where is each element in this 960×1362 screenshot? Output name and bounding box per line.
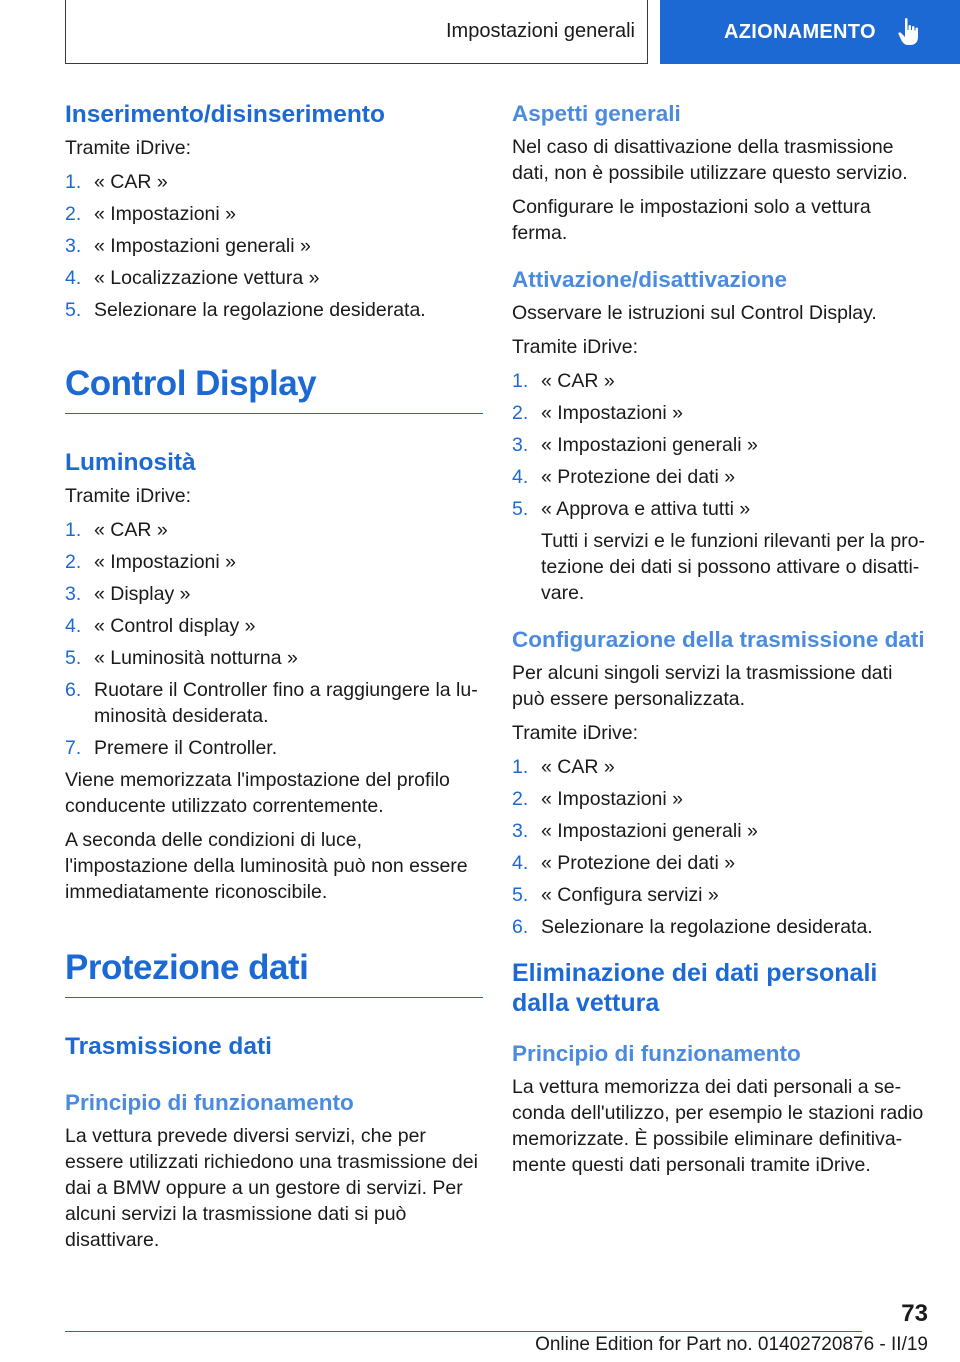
paragraph-disattivazione: Nel caso di disattivazione della trasmissione dati, non è possibile utilizzare questo servizio. [512, 136, 908, 184]
list-item: 6. Ruotare il Controller fino a raggiungere la lu-minosità desiderata. [65, 679, 478, 727]
steps-inserimento [65, 169, 483, 323]
list-item: 2. « Impostazioni » [512, 402, 683, 424]
footer-edition: Online Edition for Part no. 01402720876 - II/19 [535, 1334, 928, 1355]
heading-control-display: Control Display [65, 363, 483, 414]
heading-trasmissione-dati: Trasmissione dati [65, 1033, 272, 1060]
list-item: 7. Premere il Controller. [65, 737, 278, 759]
intro-idrive: Tramite iDrive: [512, 336, 639, 358]
heading-principio-funzionamento: Principio di funzionamento [512, 1041, 801, 1066]
header-section-tab [65, 0, 648, 64]
list-item: 1. « CAR » [512, 756, 615, 778]
paragraph-istruzioni: Osservare le istruzioni sul Control Display. [512, 302, 877, 324]
list-item: 2. « Impostazioni » [512, 788, 683, 810]
header-chapter-title: AZIONAMENTO [724, 20, 876, 43]
list-item: 4. « Protezione dei dati » [512, 466, 736, 488]
intro-idrive: Tramite iDrive: [65, 137, 192, 159]
list-item: 3. « Impostazioni generali » [512, 820, 758, 842]
paragraph-note-privacy: Tutti i servizi e le funzioni rilevanti per la pro-tezione dei dati si possono attivare o disatti-vare. [541, 530, 926, 604]
steps-attivazione [512, 368, 930, 522]
list-item: 2. « Impostazioni » [65, 203, 236, 225]
page-number: 73 [901, 1300, 928, 1327]
hand-pointer-icon [898, 17, 922, 47]
list-item: 3. « Impostazioni generali » [65, 235, 311, 257]
list-item: 5. « Luminosità notturna » [65, 647, 298, 669]
heading-aspetti-generali: Aspetti generali [512, 101, 681, 126]
steps-luminosita [65, 517, 483, 761]
list-item: 4. « Control display » [65, 615, 256, 637]
footer-divider [65, 1331, 862, 1332]
heading-attivazione: Attivazione/disattivazione [512, 267, 788, 292]
list-item: 4. « Protezione dei dati » [512, 852, 736, 874]
heading-inserimento: Inserimento/disinserimento [65, 101, 385, 128]
paragraph-condizioni-luce: A seconda delle condizioni di luce, l'impostazione della luminosità può non essere immediatamente riconoscibile. [65, 829, 468, 903]
paragraph-vettura-ferma: Configurare le impostazioni solo a vettura ferma. [512, 196, 871, 244]
list-item: 2. « Impostazioni » [65, 551, 236, 573]
list-item: 3. « Display » [65, 583, 191, 605]
heading-eliminazione: Eliminazione dei dati personali dalla vettura [512, 959, 878, 1017]
heading-protezione-dati: Protezione dati [65, 947, 483, 998]
list-item: 1. « CAR » [512, 370, 615, 392]
right-column [512, 100, 930, 1186]
list-item: 5. Selezionare la regolazione desiderata. [65, 299, 426, 321]
heading-luminosita: Luminosità [65, 449, 196, 476]
list-item: 1. « CAR » [65, 171, 168, 193]
heading-principio-funzionamento: Principio di funzionamento [65, 1090, 354, 1115]
left-column [65, 100, 483, 1261]
list-item: 1. « CAR » [65, 519, 168, 541]
list-item: 3. « Impostazioni generali » [512, 434, 758, 456]
steps-configurazione [512, 754, 930, 940]
list-item: 5. « Approva e attiva tutti » [512, 498, 751, 520]
intro-idrive: Tramite iDrive: [512, 722, 639, 744]
heading-configurazione: Configurazione della trasmissione dati [512, 627, 925, 652]
paragraph-personalizzata: Per alcuni singoli servizi la trasmissione dati può essere personalizzata. [512, 662, 893, 710]
list-item: 5. « Configura servizi » [512, 884, 719, 906]
header-chapter-tab [660, 0, 960, 64]
paragraph-servizi: La vettura prevede diversi servizi, che per essere utilizzati richiedono una trasmissione dei dai a BMW oppure a un gestore di servizi. Per alcuni servizi la trasmissione dati si può disattivare. [65, 1125, 478, 1251]
intro-idrive: Tramite iDrive: [65, 485, 192, 507]
header-section-title: Impostazioni generali [446, 20, 635, 42]
list-item: 6. Selezionare la regolazione desiderata. [512, 916, 873, 938]
paragraph-profilo: Viene memorizzata l'impostazione del profilo conducente utilizzato correntemente. [65, 769, 450, 817]
list-item: 4. « Localizzazione vettura » [65, 267, 320, 289]
paragraph-dati-personali: La vettura memorizza dei dati personali a se-conda dell'utilizzo, per esempio le stazioni radio memorizzate. È possibile eliminare definitiva-mente questi dati personali tramite iDrive. [512, 1076, 924, 1176]
